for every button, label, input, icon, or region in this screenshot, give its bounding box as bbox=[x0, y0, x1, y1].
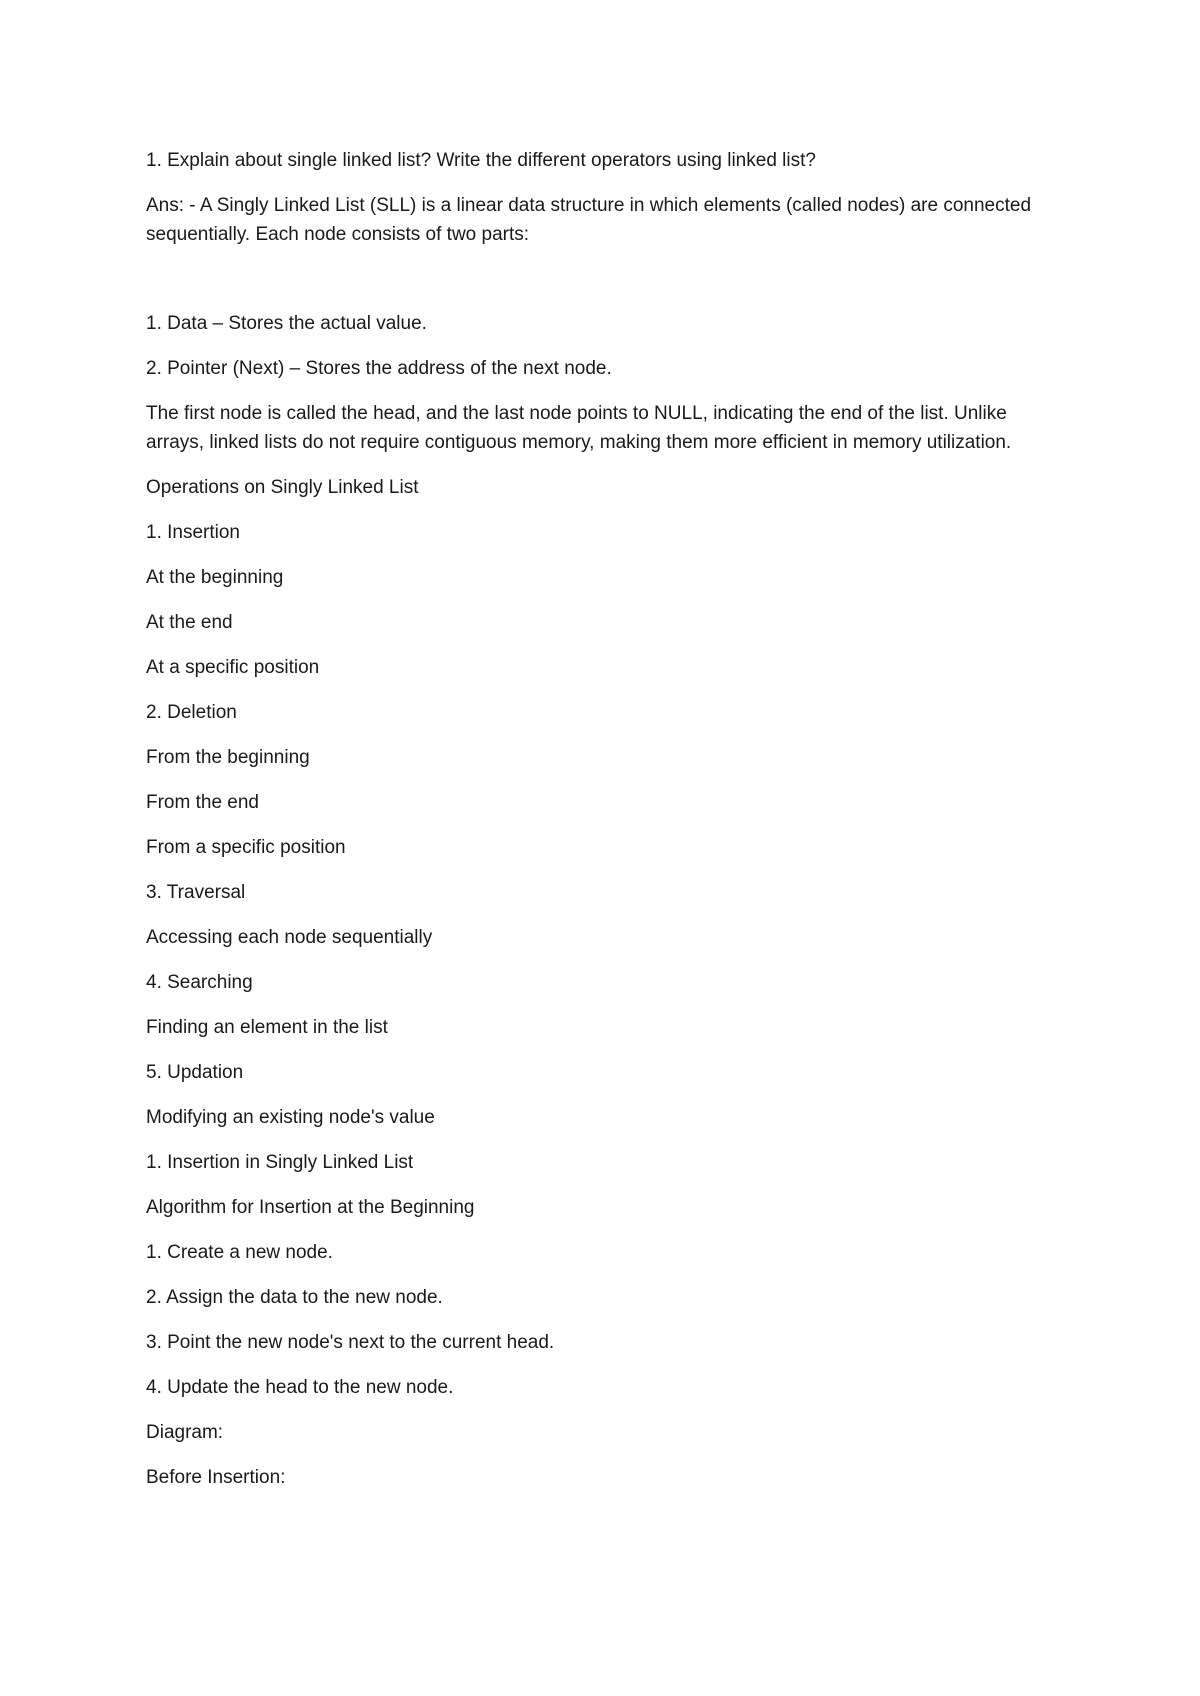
algorithm-step: 4. Update the head to the new node. bbox=[146, 1377, 454, 1398]
before-insertion-label: Before Insertion: bbox=[146, 1467, 286, 1488]
algorithm-step: 2. Assign the data to the new node. bbox=[146, 1287, 443, 1308]
document-body bbox=[146, 146, 1066, 1508]
operation-line: 5. Updation bbox=[146, 1062, 244, 1083]
operation-line: Modifying an existing node's value bbox=[146, 1107, 435, 1128]
operations-heading: Operations on Singly Linked List bbox=[146, 477, 419, 498]
operation-line: From the beginning bbox=[146, 747, 310, 768]
operation-line: 1. Insertion bbox=[146, 522, 240, 543]
blank-line bbox=[146, 265, 1066, 309]
operation-line: Finding an element in the list bbox=[146, 1017, 388, 1038]
explanation-text: The first node is called the head, and the last node points to NULL, indicating the end of the list. Unlike arrays, linked lists do not require contiguous memory, making them more efficient in memory utilization. bbox=[146, 403, 1012, 453]
question-text: 1. Explain about single linked list? Write the different operators using linked list? bbox=[146, 150, 816, 171]
operation-line: At the beginning bbox=[146, 567, 284, 588]
operation-line: From the end bbox=[146, 792, 259, 813]
part-item-data: 1. Data – Stores the actual value. bbox=[146, 313, 427, 334]
diagram-label: Diagram: bbox=[146, 1422, 224, 1443]
operation-line: At the end bbox=[146, 612, 233, 633]
algorithm-step: 1. Create a new node. bbox=[146, 1242, 333, 1263]
part-item-pointer: 2. Pointer (Next) – Stores the address of the next node. bbox=[146, 358, 612, 379]
operation-line: 3. Traversal bbox=[146, 882, 246, 903]
operation-line: From a specific position bbox=[146, 837, 346, 858]
algorithm-heading: Algorithm for Insertion at the Beginning bbox=[146, 1197, 475, 1218]
algorithm-step: 3. Point the new node's next to the current head. bbox=[146, 1332, 555, 1353]
answer-intro: Ans: - A Singly Linked List (SLL) is a linear data structure in which elements (called nodes) are connected sequentially. Each node consists of two parts: bbox=[146, 195, 1032, 245]
operation-line: At a specific position bbox=[146, 657, 320, 678]
operation-line: 4. Searching bbox=[146, 972, 253, 993]
operation-line: 2. Deletion bbox=[146, 702, 237, 723]
operation-line: Accessing each node sequentially bbox=[146, 927, 433, 948]
insertion-heading: 1. Insertion in Singly Linked List bbox=[146, 1152, 414, 1173]
